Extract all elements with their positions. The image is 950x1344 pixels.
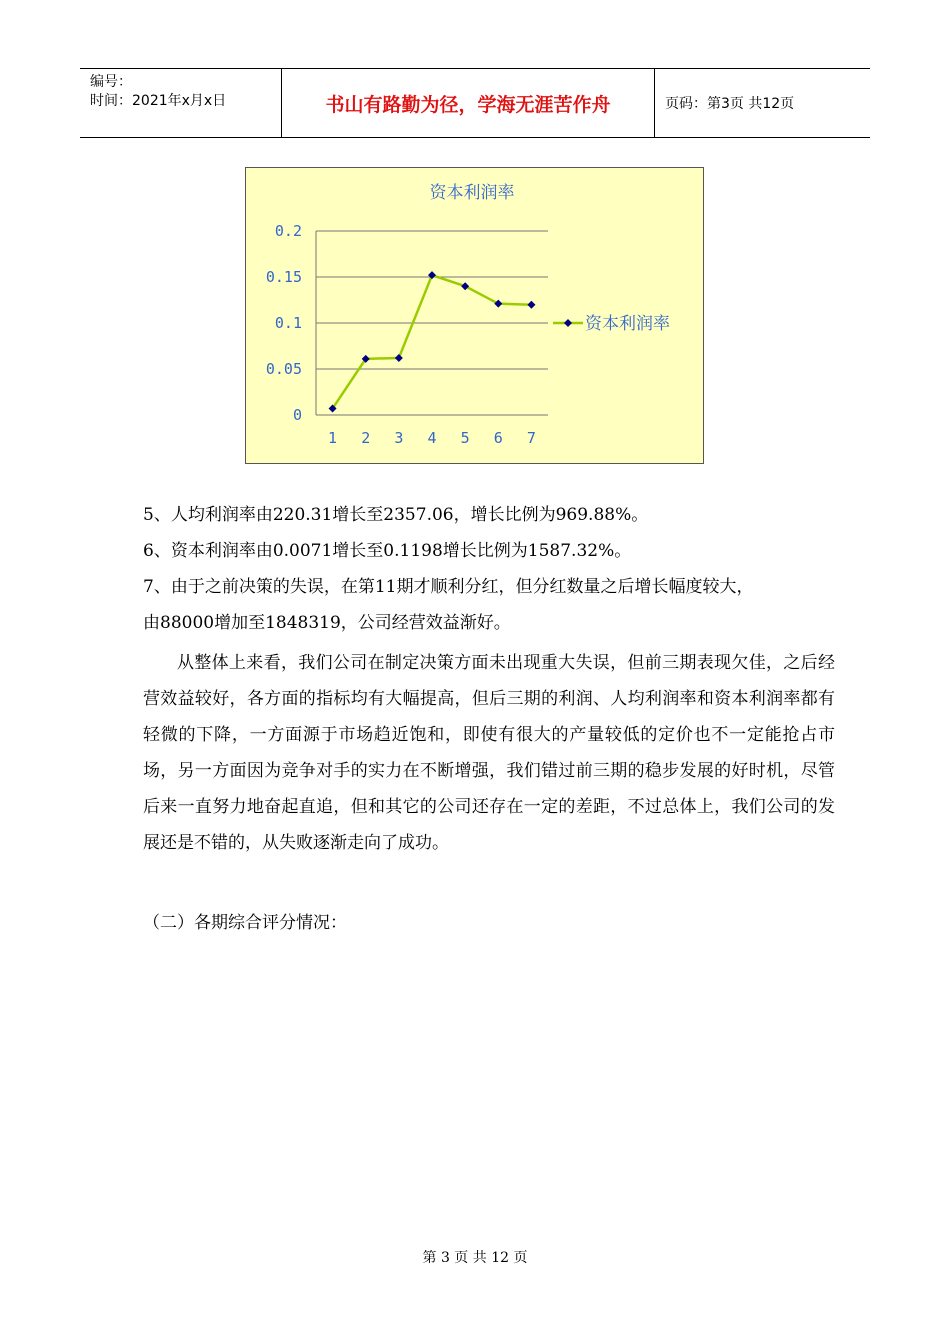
y-tick-label: 0.05	[265, 360, 302, 378]
x-tick-label: 6	[493, 429, 503, 447]
x-tick-label: 1	[328, 429, 338, 447]
page-header	[80, 68, 870, 138]
x-tick-label: 7	[526, 429, 536, 447]
header-meta	[80, 69, 281, 137]
section-heading: （二）各期综合评分情况：	[143, 913, 347, 933]
data-point	[527, 301, 535, 309]
chart-svg	[246, 168, 705, 465]
y-tick-label: 0	[292, 406, 302, 424]
capital-profit-chart	[245, 167, 704, 464]
x-tick-label: 5	[460, 429, 470, 447]
x-tick-label: 4	[427, 429, 437, 447]
page-info: 页码：第3页 共12页	[665, 96, 795, 112]
date-label: 时间：2021年x月x日	[90, 93, 227, 109]
chart-title: 资本利润率	[429, 183, 515, 203]
legend-marker	[564, 319, 572, 327]
motto: 书山有路勤为径，学海无涯苦作舟	[281, 69, 655, 137]
y-tick-label: 0.15	[265, 268, 302, 286]
legend-label: 资本利润率	[585, 314, 670, 334]
y-tick-label: 0.2	[274, 222, 302, 240]
paragraph-5: 5、人均利润率由220.31增长至2357.06，增长比例为969.88%。	[143, 505, 649, 525]
y-tick-label: 0.1	[274, 314, 302, 332]
summary-paragraph: 从整体上来看，我们公司在制定决策方面未出现重大失误，但前三期表现欠佳，之后经营效益较好，各方面的指标均有大幅提高，但后三期的利润、人均利润率和资本利润率都有轻微的下降，一方面源于市场趋近饱和，即使有很大的产量较低的定价也不一定能抢占市场，另一方面因为竞争对手的实力在不断增强，我们错过前三期的稳步发展的好时机，尽管后来一直努力地奋起直追，但和其它的公司还存在一定的差距，不过总体上，我们公司的发展还是不错的，从失败逐渐走向了成功。	[143, 653, 835, 853]
paragraph-7-line-1: 7、由于之前决策的失误，在第11期才顺利分红，但分红数量之后增长幅度较大，	[143, 577, 754, 597]
data-point	[395, 354, 403, 362]
data-point	[428, 271, 436, 279]
paragraph-7-line-2: 由88000增加至1848319，公司经营效益渐好。	[143, 613, 511, 633]
x-tick-label: 2	[361, 429, 371, 447]
page-footer: 第 3 页 共 12 页	[422, 1250, 528, 1266]
paragraph-6: 6、资本利润率由0.0071增长至0.1198增长比例为1587.32%。	[143, 541, 632, 561]
x-tick-label: 3	[394, 429, 404, 447]
id-label: 编号：	[90, 74, 132, 90]
series-line	[333, 275, 532, 408]
